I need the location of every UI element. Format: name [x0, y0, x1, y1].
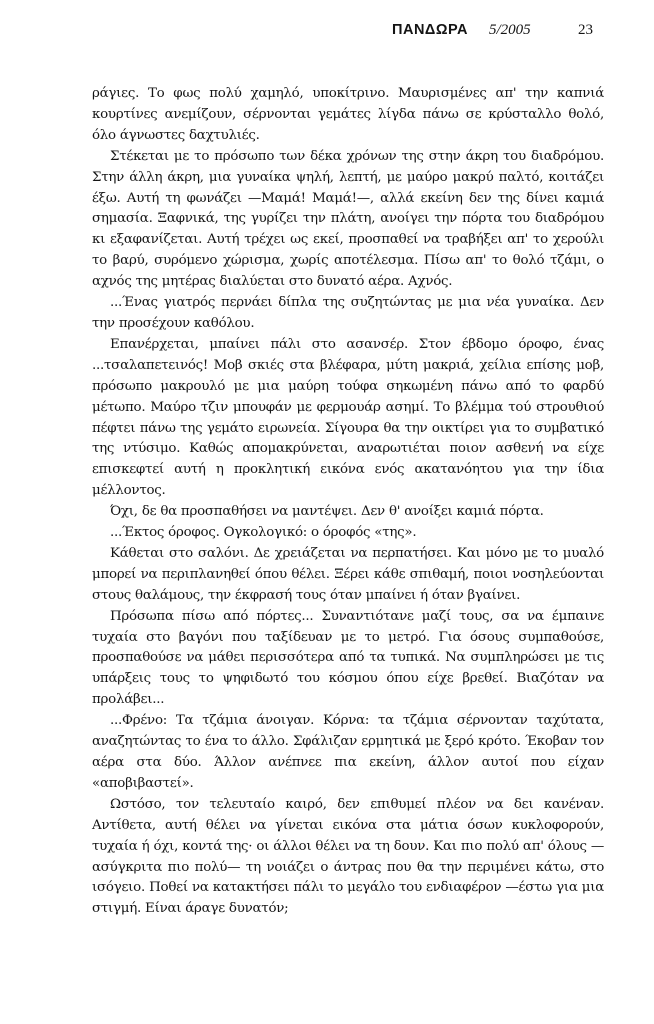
page-number: 23 — [578, 22, 593, 38]
paragraph: ...Ένας γιατρός περνάει δίπλα της συζητώντας με μια νέα γυναίκα. Δεν την προσέχουν καθόλου. — [92, 295, 604, 331]
paragraph: Κάθεται στο σαλόνι. Δε χρειάζεται να περπατήσει. Και μόνο με το μυαλό μπορεί να περιπλανηθεί όπου θέλει. Ξέρει κάθε σπιθαμή, ποιοι νοσηλεύονται στους θαλάμους, την έκφρασή τους όταν μπαίνει ή όταν βγαίνει. — [92, 545, 604, 603]
article-body — [92, 84, 604, 920]
paragraph: Όχι, δε θα προσπαθήσει να μαντέψει. Δεν θ' ανοίξει καμιά πόρτα. — [110, 504, 544, 520]
issue-number: 5/2005 — [489, 22, 531, 38]
paragraph: ...Φρένο: Τα τζάμια άνοιγαν. Κόρνα: τα τζάμια σέρνονταν ταχύτατα, αναζητώντας το ένα το άλλο. Σφάλιζαν ερμητικά με ξερό κρότο. Έκοβαν τον αέρα στα δύο. Άλλον ανέπνεε πια εκείνη, άλλον αυτοί που είχαν «αποβιβαστεί». — [92, 713, 604, 791]
paragraph: ...Έκτος όροφος. Ογκολογικό: ο όροφός «της». — [110, 525, 417, 541]
page-header — [0, 22, 654, 46]
journal-title: ΠΑΝΔΩΡΑ — [392, 22, 469, 38]
paragraph: ράγιες. Το φως πολύ χαμηλό, υποκίτρινο. Μαυρισμένες απ' την καπνιά κουρτίνες ανεμίζουν, σέρνονται γεμάτες λίγδα πάνω σε κρύσταλλο θολό, όλο άγνωστες δαχτυλιές. — [92, 86, 604, 143]
paragraph: Επανέρχεται, μπαίνει πάλι στο ασανσέρ. Στον έβδομο όροφο, ένας ...τσαλαπετεινός! Μοβ σκιές στα βλέφαρα, μύτη μακριά, χείλια επίσης μοβ, πρόσωπο μακρουλό με μια μαύρη τούφα σηκωμένη πάνω από το φαρδύ μέτωπο. Μαύρο τζιν μπουφάν με φερμουάρ ασημί. Το βλέμμα τού στρουθιού πέφτει πάνω της γεμάτο ειρωνεία. Σίγουρα θα την οικτίρει για το συμβατικό της ντύσιμο. Καθώς απομακρύνεται, αναρωτιέται ποιον ασθενή να είχε επισκεφτεί αυτή η προκλητική εικόνα ενός ακατανόητου για την ίδια μέλλοντος. — [92, 336, 604, 499]
paragraph: Πρόσωπα πίσω από πόρτες... Συναντιότανε μαζί τους, σα να έμπαινε τυχαία στο βαγόνι που ταξίδευαν με το μετρό. Για όσους συμπαθούσε, προσπαθούσε να μάθει περισσότερα από τα τυπικά. Να συμπληρώσει με τις υπάρξεις τους το ψηφιδωτό του κόσμου όπου είχε βρεθεί. Βιαζόταν να προλάβει... — [92, 608, 604, 708]
paragraph: Στέκεται με το πρόσωπο των δέκα χρόνων της στην άκρη του διαδρόμου. Στην άλλη άκρη, μια γυναίκα ψηλή, λεπτή, με μαύρο μακρύ παλτό, κοιτάζει έξω. Αυτή τη φωνάζει —Μαμά! Μαμά!—, αλλά εκείνη δεν της δίνει καμιά σημασία. Ξαφνικά, της γυρίζει την πλάτη, ανοίγει την πόρτα του διαδρόμου κι εξαφανίζεται. Αυτή τρέχει ως εκεί, προσπαθεί να τραβήξει απ' το χερούλι το βαρύ, συρόμενο χώρισμα, χωρίς αποτέλεσμα. Πίσω απ' το θολό τζάμι, ο αχνός της μητέρας διαλύεται στο δυνατό αέρα. Αχνός. — [92, 148, 604, 290]
paragraph: Ωστόσο, τον τελευταίο καιρό, δεν επιθυμεί πλέον να δει κανέναν. Αντίθετα, αυτή θέλει να γίνεται εικόνα στα μάτια όσων κυκλοφορούν, τυχαία ή όχι, κοντά της· οι άλλοι θέλει να τη δουν. Και πιο πολύ απ' όλους — ασύγκριτα πιο πολύ— τη νοιάζει ο άντρας που θα την περιμένει κάτω, στο ισόγειο. Ποθεί να κατακτήσει πάλι το μεγάλο του ενδιαφέρον —έστω για μια στιγμή. Είναι άραγε δυνατόν; — [92, 796, 604, 917]
